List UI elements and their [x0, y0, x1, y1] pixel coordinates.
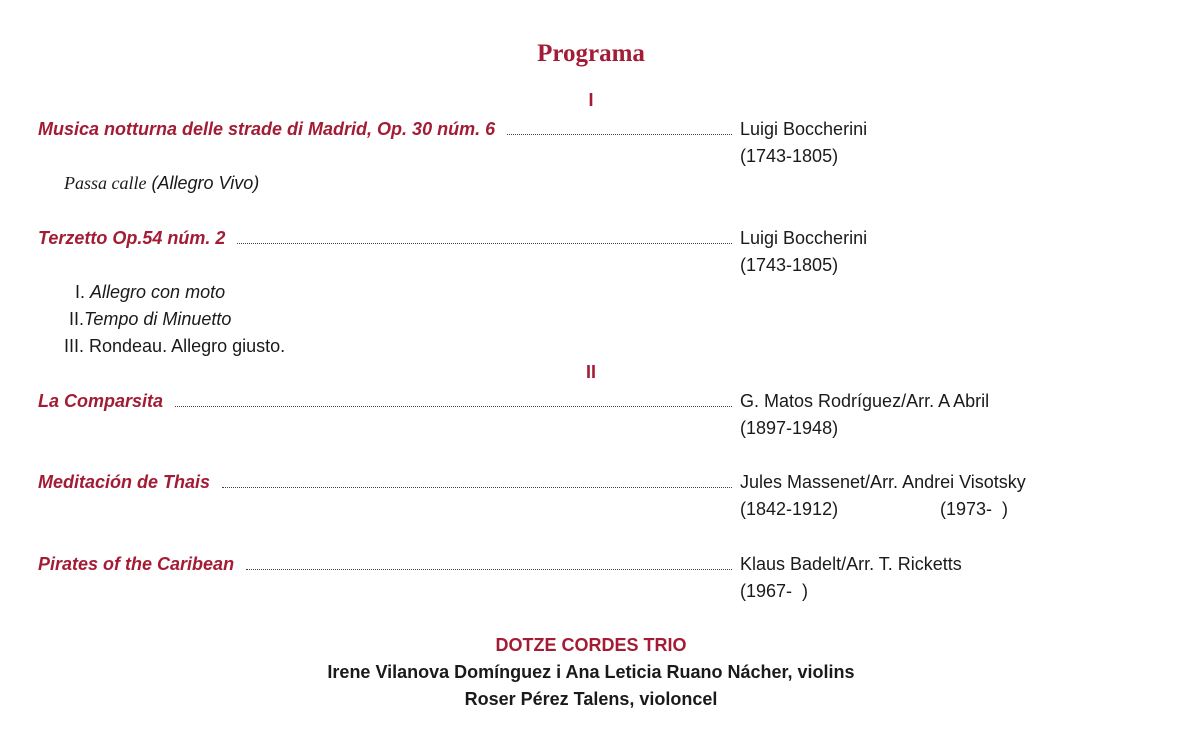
work-title: Musica notturna delle strade di Madrid, Op. 30 núm. 6 — [38, 119, 496, 139]
movement-line — [69, 308, 231, 330]
part-heading-1: I — [588, 90, 594, 110]
work-row — [38, 390, 732, 412]
work-title: La Comparsita — [38, 391, 164, 411]
composer: G. Matos Rodríguez/Arr. A Abril — [740, 391, 990, 411]
composer-dates: (1743-1805) — [740, 255, 839, 275]
page-title: Programa — [537, 40, 645, 67]
composer-dates: (1743-1805) — [740, 146, 839, 166]
work-title: Meditación de Thais — [38, 472, 211, 492]
arranger-dates: (1973- ) — [940, 499, 1009, 519]
ensemble-violins: Irene Vilanova Domínguez i Ana Leticia Ruano Nácher, violins — [327, 662, 855, 682]
movement-line: III. Rondeau. Allegro giusto. — [64, 336, 286, 356]
movement-number: I. — [75, 282, 91, 302]
composer-dates: (1967- ) — [740, 581, 809, 601]
composer: Luigi Boccherini — [740, 228, 868, 248]
movement-name: Tempo di Minuetto — [84, 309, 232, 329]
movement-tempo: (Allegro Vivo) — [146, 173, 260, 193]
work-row — [38, 227, 732, 249]
movement-line — [75, 281, 225, 303]
work-title: Terzetto Op.54 núm. 2 — [38, 228, 226, 248]
part-heading-2: II — [585, 362, 596, 382]
ensemble-name: DOTZE CORDES TRIO — [495, 635, 687, 655]
work-row — [38, 471, 732, 493]
movement-number: II. — [69, 309, 85, 329]
dot-leader — [222, 486, 732, 488]
dot-leader — [237, 242, 732, 244]
dot-leader — [507, 133, 732, 135]
dot-leader — [175, 405, 732, 407]
ensemble-cello: Roser Pérez Talens, violoncel — [464, 689, 718, 709]
dot-leader — [246, 568, 732, 570]
work-row — [38, 553, 732, 575]
composer: Klaus Badelt/Arr. T. Ricketts — [740, 554, 962, 574]
movement-line — [64, 172, 259, 194]
work-title: Pirates of the Caribean — [38, 554, 235, 574]
composer: Luigi Boccherini — [740, 119, 868, 139]
movement-name: Allegro con moto — [90, 282, 226, 302]
composer: Jules Massenet/Arr. Andrei Visotsky — [740, 472, 1026, 492]
composer-dates: (1897-1948) — [740, 418, 839, 438]
composer-dates: (1842-1912) — [740, 499, 839, 519]
work-row — [38, 118, 732, 140]
movement-name: Passa calle — [64, 173, 147, 193]
